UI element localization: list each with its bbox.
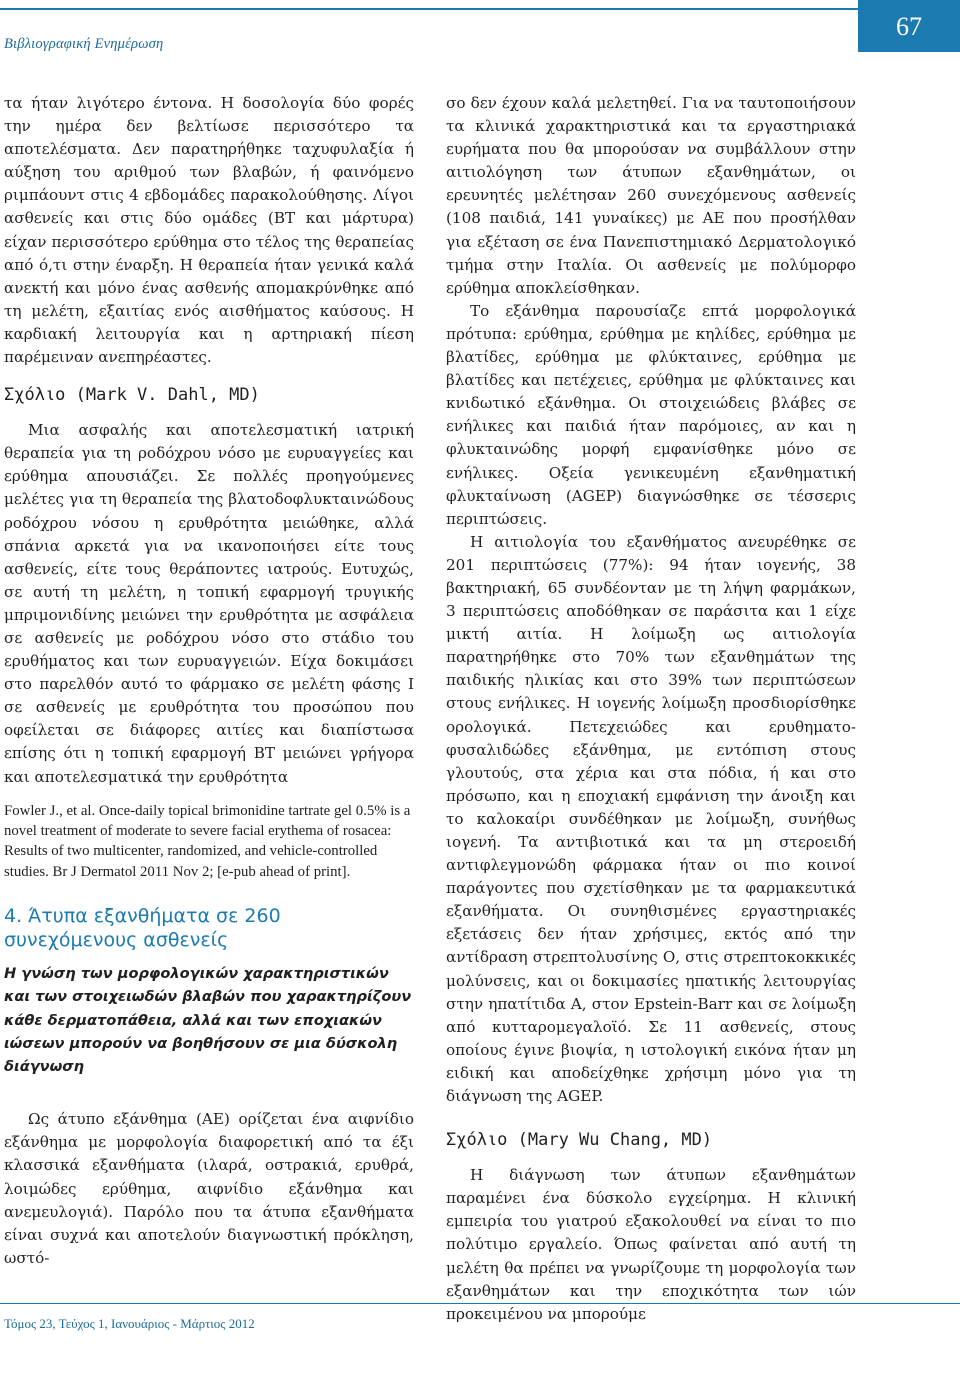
footer-rule: [0, 1303, 960, 1304]
left-column: [4, 92, 414, 1270]
footer-issue-info: Τόμος 23, Τεύχος 1, Ιανουάριος - Μάρτιος 2012: [4, 1316, 255, 1331]
comment-heading: Σχόλιο (Mary Wu Chang, MD): [446, 1130, 713, 1151]
comment-heading: Σχόλιο (Mark V. Dahl, MD): [4, 385, 260, 406]
section-lead: Η γνώση των μορφολογικών χαρακτηριστικών και των στοιχειωδών βλαβών που χαρακτηρίζουν κάθε δερματοπάθεια, αλλά και των εποχιακών ιώσεων μπορούν να βοηθήσουν σε μια δύσκολη διάγνωση: [4, 965, 412, 1076]
right-column: [446, 92, 856, 1326]
comment-paragraph: Η διάγνωση των άτυπων εξανθημάτων παραμένει ένα δύσκολο εγχείρημα. Η κλινική εμπειρία του γιατρού εξακολουθεί να είναι το πιο πολύτιμο εργαλείο. Όπως φαίνεται από αυτή τη μελέτη θα πρέπει να γνωρίζουμε τη μορφολογία των εξανθημάτων και την εποχικότητα των ιών προκειμένου να μπορούμε: [446, 1166, 856, 1323]
paragraph: Ως άτυπο εξάνθημα (ΑΕ) ορίζεται ένα αιφνίδιο εξάνθημα με μορφολογία διαφορετική από τα έξι κλασσικά εξανθήματα (ιλαρά, οστρακιά, ερυθρά, λοιμώδες ερύθημα, αιφνίδιο εξάνθημα και ανεμευλογιά). Παρόλο που τα άτυπα εξανθήματα είναι συχνά και αποτελούν διαγνωστική πρόκληση, ωστό-: [4, 1110, 414, 1267]
comment-paragraph: Μια ασφαλής και αποτελεσματική ιατρική θεραπεία για τη ροδόχρου νόσο με ευρυαγγείες και ερύθημα απουσιάζει. Σε πολλές προηγούμενες μελέτες για τη θεραπεία της βλατοδοφλυκταινώδους ροδόχρου νόσου η ερυθρότητα μειώθηκε, αλλά σπάνια αρκετά για να ικανοποιήσει είτε τους ασθενείς, είτε τους θεράποντες ιατρούς. Ευτυχώς, σε αυτή τη μελέτη, η τοπική εφαρμογή τρυγικής μπριμονιδίνης μειώνει την ερυθρότητα με ασφάλεια σε ασθενείς με ροδόχρου νόσο στο στάδιο του ερυθήματος και των ευρυαγγειών. Είχα δοκιμάσει στο παρελθόν αυτό το φάρμακο σε μελέτη φάσης I σε ασθενείς με ερυθρότητα του προσώπου που οφείλεται σε διάφορες αιτίες και διαπίστωσα επίσης ότι η τοπική εφαρμογή BT μειώνει γρήγορα και αποτελεσματικά την ερυθρότητα: [4, 421, 414, 786]
paragraph: τα ήταν λιγότερο έντονα. Η δοσολογία δύο φορές την ημέρα δεν βελτίωσε περισσότερο τα αποτελέσματα. Δεν παρατηρήθηκε ταχυφυλαξία ή αύξηση του αριθμού των βλαβών, ή φαινόμενο ριμπάουντ στις 4 εβδομάδες παρακολούθησης. Λίγοι ασθενείς και στις δύο ομάδες (BT και μάρτυρα) είχαν περισσότερο ερύθημα στο τέλος της θεραπείας από ό,τι στην έναρξη. Η θεραπεία ήταν γενικά καλά ανεκτή και μόνο ένας ασθενής απομακρύνθηκε από τη μελέτη, εξαιτίας ενός αισθήματος καύσους. Η καρδιακή λειτουργία και η αρτηριακή πίεση παρέμειναν ανεπηρέαστες.: [4, 94, 414, 367]
reference: Fowler J., et al. Once-daily topical brimonidine tartrate gel 0.5% is a novel treatment of moderate to severe facial erythema of rosacea: Results of two multicenter, randomized, and vehicle-controlled studies. Br J Dermatol 2011 Nov 2; [e-pub ahead of print].: [4, 802, 411, 880]
section-heading: 4. Άτυπα εξανθήματα σε 260 συνεχόμενους ασθενείς: [4, 905, 281, 952]
paragraph: Το εξάνθημα παρουσίαζε επτά μορφολογικά πρότυπα: ερύθημα, ερύθημα με κηλίδες, ερύθημα με βλατίδες, ερύθημα με φλύκταινες, ερύθημα με βλατίδες και πετέχειες, ερύθημα με φλύκταινες και κνιδωτικό εξάνθημα. Οι στοιχειώδεις βλάβες σε ενήλικες και παιδιά ήταν παρόμοιες, αν και η φλυκταινώδης μορφή εμφανίσθηκε μόνο σε ενήλικες. Οξεία γενικευμένη εξανθηματική φλυκταίνωση (AGEP) διαγνώσθηκε σε τέσσερις περιπτώσεις.: [446, 301, 856, 528]
paragraph: Η αιτιολογία του εξανθήματος ανευρέθηκε σε 201 περιπτώσεις (77%): 94 ήταν ιογενής, 38 βακτηριακή, 65 συνδέονταν με τη λήψη φαρμάκων, 3 περιπτώσεις αποδόθηκαν σε παράσιτα και 1 είχε μικτή αιτία. Η λοίμωξη ως αιτιολογία παρατηρήθηκε στο 70% των εξανθημάτων της παιδικής ηλικίας και στο 39% των περιπτώσεων στους ενήλικες. Η ιογενής λοίμωξη προσδιορίσθηκε ορολογικά. Πετεχειώδες και ερυθηματο-φυσαλιδώδες εξάνθημα, με εντόπιση στους γλουτούς, στα χέρια και στα πόδια, ή και στο πρόσωπο, και η εποχιακή εμφάνιση την άνοιξη και το καλοκαίρι συνδέθηκαν με λοίμωξη, συνήθως ιογενή. Τα αντιβιοτικά και τα μη στεροειδή αντιφλεγμονώδη φάρμακα ήταν οι πιο κοινοί παράγοντες που σχετίσθηκαν με τα φαρμακευτικά εξανθήματα. Οι συνηθισμένες εργαστηριακές εξετάσεις δεν ήταν χρήσιμες, εκτός από την αντίδραση στρεπτολυσίνης Ο, στις στρεπτοκοκκικές μολύνσεις, και οι δοκιμασίες ηπατικής λειτουργίας στην ηπατίτιδα Α, στον Epstein-Barr και σε λοίμωξη από κυτταρομεγαλοϊό. Σε 11 ασθενείς, στους οποίους έγινε βιοψία, η ιστολογική εικόνα ήταν μη ειδική και αποδείχθηκε χρήσιμη μόνο για τη διάγνωση της AGEP.: [446, 532, 856, 1106]
running-header-title: Βιβλιογραφική Ενημέρωση: [4, 36, 164, 52]
header-rule: [0, 8, 858, 10]
paragraph: σο δεν έχουν καλά μελετηθεί. Για να ταυτοποιήσουν τα κλινικά χαρακτηριστικά και τα εργαστηριακά ευρήματα που θα μπορούσαν να συμβάλλουν στην αιτιολόγηση των άτυπων εξανθημάτων, οι ερευνητές μελέτησαν 260 συνεχόμενους ασθενείς (108 παιδιά, 141 γυναίκες) με ΑΕ που προσήλθαν για εξέταση σε ένα Πανεπιστημιακό Δερματολογικό τμήμα στην Ιταλία. Οι ασθενείς με πολύμορφο ερύθημα αποκλείσθηκαν.: [446, 94, 856, 297]
page-number-tab: [858, 0, 960, 52]
page-number: 67: [896, 12, 922, 41]
